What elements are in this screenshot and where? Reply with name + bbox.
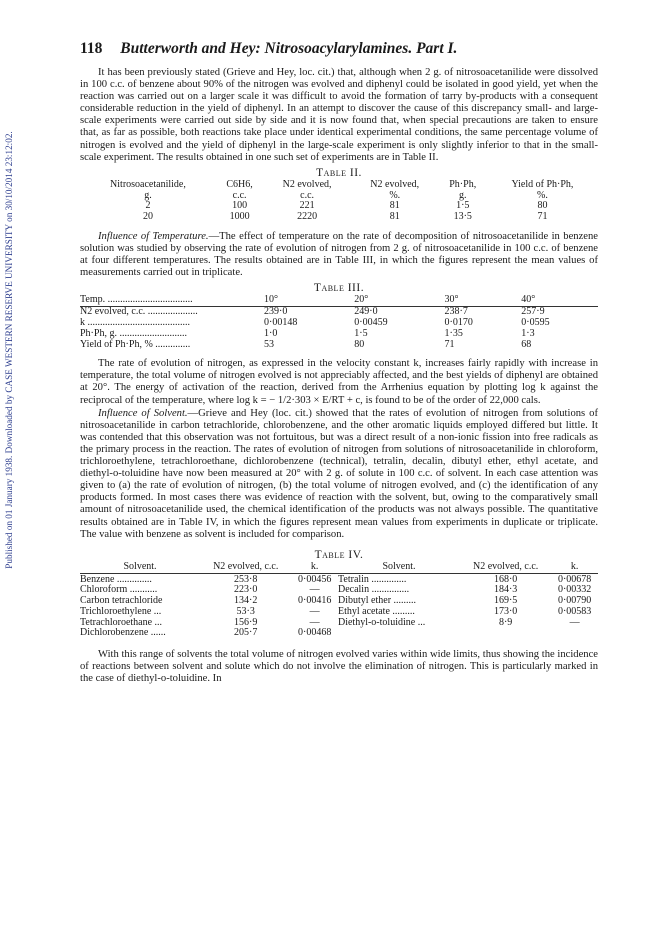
table-3-cell: 71 [444, 338, 455, 350]
table-4-cell: 0·00456 [297, 573, 332, 585]
table-4-cell: Tetralin .............. [337, 573, 407, 585]
table-3-caption: Table III. [313, 282, 365, 295]
running-title: Butterworth and Hey: Nitrosoacylarylamines. Part I. [120, 40, 458, 57]
table-3-cell: 1·5 [354, 327, 368, 339]
table-2-header: Ph·Ph, [449, 178, 477, 190]
table-4-cell: — [309, 584, 320, 596]
table-3-cell: 80 [354, 338, 365, 350]
table-3-cell: 249·0 [354, 307, 444, 318]
table-2-cell: 20 [142, 211, 153, 223]
table-4-cell [338, 628, 460, 639]
table-2-cell: 13·5 [453, 211, 472, 223]
table-2-unit: g. [458, 189, 467, 201]
table-4-header: N2 evolved, c.c. [473, 560, 539, 572]
table-3-cell: 1·35 [444, 327, 463, 339]
table-2-cell: 71 [537, 211, 548, 223]
table-4-cell: Dibutyl ether ......... [337, 595, 417, 607]
table-2-cell: 80 [537, 200, 548, 212]
table-4 [80, 562, 598, 640]
table-3-cell: 238·7 [445, 307, 522, 318]
table-3-row-label: k ......................................... [80, 316, 190, 328]
table-4-cell: 205·7 [234, 627, 258, 639]
table-3-cell: 239·0 [264, 307, 354, 318]
table-3-cell: 20° [354, 294, 369, 306]
table-4-cell: 0·00332 [557, 584, 592, 596]
table-4-cell: 53·3 [236, 605, 255, 617]
paragraph-2 [80, 231, 598, 279]
table-4-header: Solvent. [382, 560, 416, 572]
table-4-cell: — [309, 605, 320, 617]
table-4-cell: Diethyl-o-toluidine ... [337, 616, 426, 628]
table-row [80, 329, 598, 340]
table-4-cell: 0·00416 [297, 595, 332, 607]
table-4-cell: 8·9 [498, 616, 513, 628]
table-4-cell: Benzene .............. [80, 573, 152, 585]
table-2-unit: %. [537, 189, 548, 201]
table-4-cell: Carbon tetrachloride [80, 595, 163, 607]
table-2-cell: 100 [232, 200, 248, 212]
table-3-cell: 10° [264, 294, 278, 306]
table-4-header: k. [310, 560, 319, 572]
table-2-header: N2 evolved, [282, 178, 332, 190]
table-3-cell: 1·3 [521, 327, 535, 339]
table-3-row-label: Ph·Ph, g. ........................... [80, 327, 187, 339]
page-content [80, 40, 598, 686]
table-3-cell: 68 [521, 338, 532, 350]
table-3-cell: 0·00148 [264, 316, 298, 328]
paragraph-4-text: —Grieve and Hey (loc. cit.) showed that the rates of evolution of nitrogen from solutions of nitrosoacetanilide in carbon tetrachloride, chlorobenzene, and the other aromatic liquids employed differed but little. It was contended that this observation was not fortuitous, but was a direct result of a non-ionic fission into free radicals as the primary process in the reaction. The rates of evolution of nitrogen from solutions of nitrosoacetanilide in chloroform, trichloroethylene, tetrachloroethane, dichlorobenzene (technical), tetralin, decalin, dibutyl ether, ethyl acetate, and diethyl-o-toluidine have now been measured at 20° with 2 g. of solute in 100 c.c. of solvent. In each case attention was given to (a) the rate of evolution of nitrogen, (b) the total volume of nitrogen evolved, and (c) the identification of any products formed. In most cases there was evidence of reaction with the solvent, but, owing to the comparatively small amount of nitrosoacetanilide used, the chemical identification of the products was not always possible. The quantitative results obtained are in Table IV, in which the figures represent mean values from experiments in duplicate or triplicate. The value with benzene as solvent is included for comparison. [80, 407, 599, 540]
table-row [80, 201, 598, 212]
table-2-header: Yield of Ph·Ph, [511, 178, 574, 190]
table-4-cell: 173·0 [493, 605, 518, 617]
table-4-cell: 0·00678 [557, 573, 592, 585]
table-4-cell: 156·9 [234, 616, 258, 628]
table-2-cell: 2220 [297, 211, 318, 223]
table-2-unit: c.c. [300, 189, 315, 201]
table-4-cell [551, 628, 598, 639]
section-heading-temperature: Influence of Temperature. [98, 230, 209, 242]
table-row [80, 212, 598, 223]
table-4-cell: Tetrachloroethane ... [80, 616, 163, 628]
download-watermark [2, 60, 16, 640]
table-3 [80, 295, 598, 350]
table-3-cell: 1·0 [264, 327, 278, 339]
table-4-cell: 169·5 [493, 595, 518, 607]
running-header [80, 40, 598, 58]
table-4-cell: 223·0 [234, 584, 258, 596]
table-2-header: N2 evolved, [370, 178, 420, 190]
paragraph-5: With this range of solvents the total volume of nitrogen evolved varies within wide limits, thus showing the incidence of reactions between solvent and solute which do not involve the elimination of nitrogen. This is particularly marked in the case of diethyl-o-toluidine. In [80, 649, 598, 685]
table-3-cell: 257·9 [521, 307, 598, 318]
table-4-cell: Trichloroethylene ... [80, 605, 162, 617]
table-2-header: Nitrosoacetanilide, [110, 178, 186, 190]
table-4-header: N2 evolved, c.c. [213, 560, 279, 572]
table-2-cell: 1·5 [456, 200, 470, 212]
table-2-cell: 2 [145, 200, 151, 212]
table-2 [80, 180, 598, 223]
table-2-cell: 1000 [229, 211, 250, 223]
table-2-cell: 81 [389, 200, 400, 212]
table-4-cell: 0·00790 [557, 595, 592, 607]
table-4-cell: Chloroform ........... [80, 584, 158, 596]
table-4-cell: Ethyl acetate ......... [337, 605, 415, 617]
table-2-unit: %. [389, 189, 401, 201]
table-4-cell: 134·2 [234, 595, 258, 607]
table-3-cell: 0·0170 [444, 316, 473, 328]
table-row [80, 340, 598, 351]
table-2-cell: 221 [299, 200, 315, 212]
paragraph-2-text: —The effect of temperature on the rate of decomposition of nitrosoacetanilide in benzene solution was studied by observing the rate of evolution of nitrogen from 2 g. of nitrosoacetanilide in 100 c.c. of benzene at four different temperatures. The results obtained are in Table III, in which the figures represent the mean values of measurements carried out in triplicate. [80, 230, 598, 279]
table-4-cell: 0·00583 [557, 605, 592, 617]
table-2-cell: 81 [389, 211, 400, 223]
table-4-cell: 168·0 [493, 573, 518, 585]
table-4-cell: 253·8 [234, 573, 258, 585]
table-3-row-label: Temp. .................................. [80, 294, 193, 306]
table-3-row-label: Yield of Ph·Ph, % .............. [80, 338, 191, 350]
table-3-row-label: N2 evolved, c.c. .................... [80, 307, 264, 318]
table-4-cell: — [309, 616, 320, 628]
download-watermark-text: Published on 01 January 1938. Downloaded by CASE WESTERN RESERVE UNIVERSITY on 30/10/2014 23:12:02. [4, 131, 14, 569]
table-3-cell: 30° [444, 294, 459, 306]
table-row [80, 628, 598, 639]
table-4-cell [460, 628, 551, 639]
page-number: 118 [80, 40, 103, 57]
table-3-cell: 53 [264, 338, 274, 350]
table-4-cell: 184·3 [493, 584, 518, 596]
section-heading-solvent: Influence of Solvent. [98, 407, 188, 419]
table-2-unit: c.c. [232, 189, 247, 201]
table-4-caption: Table IV. [314, 548, 364, 561]
table-2-unit: g. [144, 189, 152, 201]
table-4-header: Solvent. [123, 560, 157, 572]
table-2-header: C6H6, [226, 178, 253, 190]
table-3-cell: 0·0595 [521, 316, 550, 328]
table-4-cell: Dichlorobenzene ...... [80, 627, 166, 639]
paragraph-1: It has been previously stated (Grieve and Hey, loc. cit.) that, although when 2 g. of nitrosoacetanilide were dissolved in 100 c.c. of benzene about 90% of the nitrogen was evolved and diphenyl could be isolated in good yield, yet when the reaction was carried out on a larger scale it was difficult to avoid the formation of tarry by-products with a consequent considerable reduction in the yield of diphenyl. In an attempt to discover the cause of this discrepancy small- and large-scale experiments were carried out side by side and it is now found that, when special precautions are taken to ensure that, as far as possible, both reactions take place under identical experimental conditions, the same percentage volume of nitrogen is evolved and the yield of diphenyl in the large-scale experiment is only slightly inferior to that in the small-scale experiment. The results obtained in one such set of experiments are in Table II. [80, 67, 598, 163]
table-3-cell: 0·00459 [354, 316, 388, 328]
paragraph-4 [80, 408, 598, 541]
table-2-caption: Table II. [316, 166, 362, 179]
paragraph-3: The rate of evolution of nitrogen, as expressed in the velocity constant k, increases fairly rapidly with increase in temperature, the total volume of nitrogen evolved is not appreciably affected, and the best yields of diphenyl are obtained at 20°. The energy of activation of the reaction, derived from the Arrhenius equation by plotting log k against the reciprocal of the temperature, where log k = − 1/2·303 × E/RT + c, is found to be of the order of 22,000 cals. [80, 358, 598, 406]
table-4-header: k. [570, 560, 579, 572]
table-4-cell: 0·00468 [297, 627, 332, 639]
table-3-cell: 40° [521, 294, 536, 306]
table-row [80, 295, 598, 306]
table-4-cell: — [569, 616, 580, 628]
table-4-cell: Decalin ............... [337, 584, 410, 596]
